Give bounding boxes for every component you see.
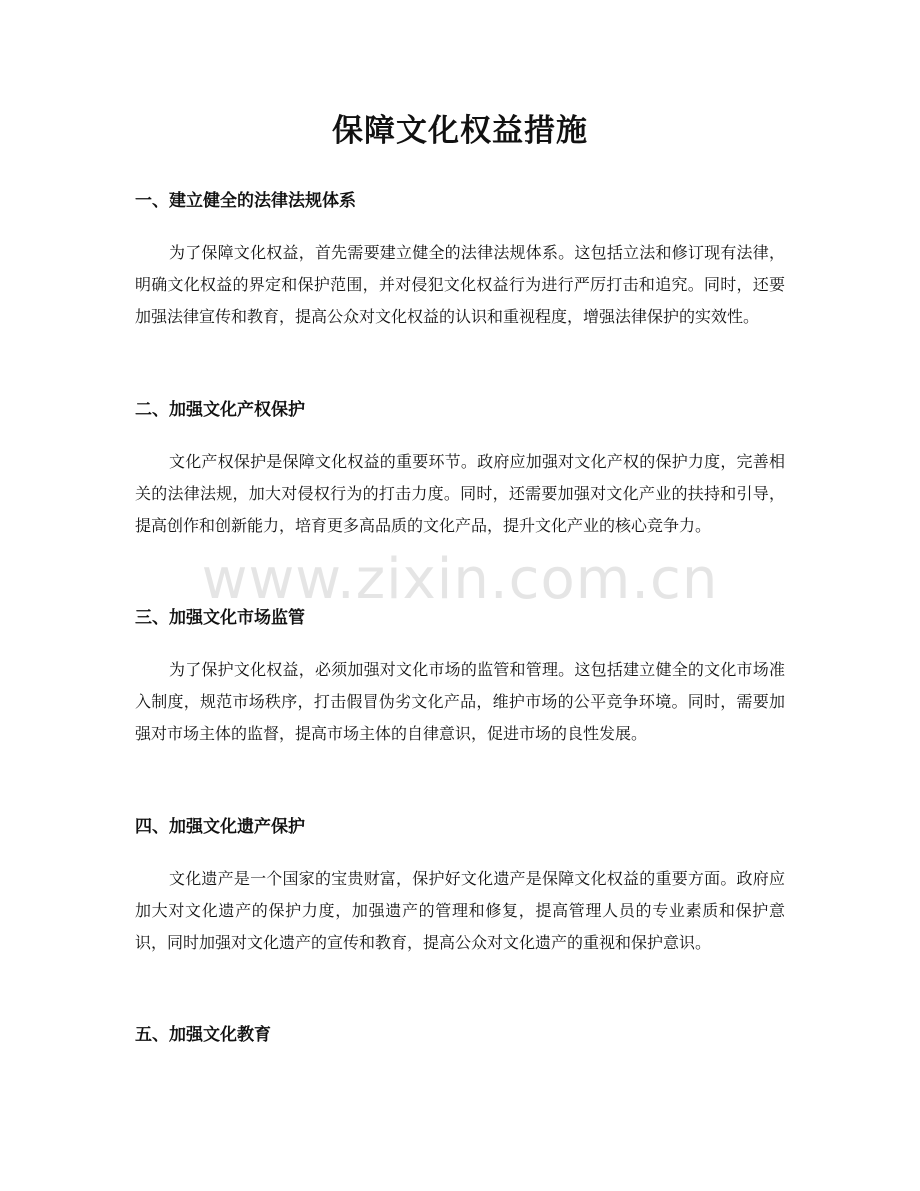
watermark-text: www.zixin.com.cn — [201, 547, 719, 612]
section-paragraph-3: 为了保护文化权益，必须加强对文化市场的监管和管理。这包括建立健全的文化市场准入制度，规范市场秩序，打击假冒伪劣文化产品，维护市场的公平竞争环境。同时，需要加强对市场主体的监督，提高市场主体的自律意识，促进市场的良性发展。 — [135, 660, 785, 743]
section-paragraph-4: 文化遗产是一个国家的宝贵财富，保护好文化遗产是保障文化权益的重要方面。政府应加大对文化遗产的保护力度，加强遗产的管理和修复，提高管理人员的专业素质和保护意识，同时加强对文化遗产的宣传和教育，提高公众对文化遗产的重视和保护意识。 — [135, 869, 785, 952]
section-heading-2: 二、加强文化产权保护 — [135, 400, 305, 420]
section-heading-1: 一、建立健全的法律法规体系 — [135, 191, 356, 211]
section-heading-4: 四、加强文化遗产保护 — [135, 817, 305, 837]
document-title: 保障文化权益措施 — [332, 113, 588, 149]
section-paragraph-2: 文化产权保护是保障文化权益的重要环节。政府应加强对文化产权的保护力度，完善相关的法律法规，加大对侵权行为的打击力度。同时，还需要加强对文化产业的扶持和引导，提高创作和创新能力，培育更多高品质的文化产品，提升文化产业的核心竞争力。 — [135, 452, 785, 535]
section-heading-5: 五、加强文化教育 — [135, 1025, 271, 1045]
section-heading-3: 三、加强文化市场监管 — [135, 608, 305, 628]
section-paragraph-1: 为了保障文化权益，首先需要建立健全的法律法规体系。这包括立法和修订现有法律，明确文化权益的界定和保护范围，并对侵犯文化权益行为进行严厉打击和追究。同时，还要加强法律宣传和教育，提高公众对文化权益的认识和重视程度，增强法律保护的实效性。 — [135, 243, 785, 326]
